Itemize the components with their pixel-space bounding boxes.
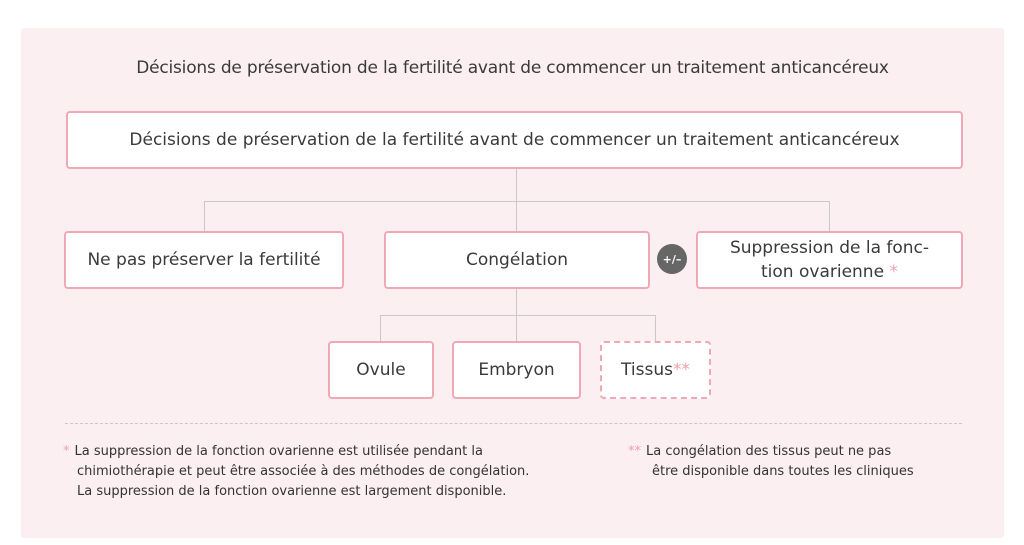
suppression-footnote-mark: *	[889, 262, 898, 282]
footnote-suppression	[63, 442, 603, 502]
footnote-1-mark: *	[63, 444, 70, 459]
node-tissus	[600, 341, 711, 399]
node-freezing-label: Congélation	[466, 250, 568, 270]
footnote-2-line-2: être disponible dans toutes les cliniques	[652, 464, 914, 479]
footnote-2-mark: **	[628, 444, 641, 459]
node-ovarian-suppression	[696, 231, 963, 289]
footnote-divider	[65, 423, 962, 424]
connector-to-freezing	[516, 201, 517, 232]
root-node-label: Décisions de préservation de la fertilité avant de commencer un traitement anticancéreux	[129, 130, 900, 150]
connector-to-embryon	[516, 315, 517, 343]
node-embryon	[452, 341, 581, 399]
node-tissus-label	[621, 358, 690, 382]
footnote-tissus	[628, 442, 978, 482]
plus-minus-badge: +/–	[657, 244, 687, 274]
suppression-line2: tion ovarienne	[761, 262, 885, 282]
connector-to-ovule	[380, 315, 381, 343]
node-freezing	[384, 231, 650, 289]
connector-to-suppression	[829, 201, 830, 232]
connector-to-no-preserve	[204, 201, 205, 232]
suppression-line1: Suppression de la fonc-	[729, 238, 930, 258]
connector-level2-horizontal	[380, 315, 656, 316]
node-ovule	[328, 341, 434, 399]
connector-level1-horizontal	[204, 201, 830, 202]
connector-root-down	[516, 168, 517, 202]
tissus-text: Tissus	[621, 360, 673, 380]
connector-freezing-down	[516, 288, 517, 316]
diagram-title: Décisions de préservation de la fertilité avant de commencer un traitement anticancéreux	[136, 58, 889, 78]
root-node	[66, 111, 963, 169]
node-no-preserve-label: Ne pas préserver la fertilité	[87, 250, 321, 270]
footnote-1-line-3: La suppression de la fonction ovarienne est largement disponible.	[77, 484, 507, 499]
node-ovule-label: Ovule	[356, 360, 406, 380]
tissus-footnote-mark: **	[672, 360, 690, 380]
connector-to-tissus	[655, 315, 656, 343]
node-no-preserve	[64, 231, 344, 289]
footnote-1-line-2: chimiothérapie et peut être associée à des méthodes de congélation.	[77, 464, 530, 479]
node-embryon-label: Embryon	[478, 360, 555, 380]
footnote-1-line-1: La suppression de la fonction ovarienne est utilisée pendant la	[74, 444, 483, 459]
footnote-2-line-1: La congélation des tissus peut ne pas	[646, 444, 892, 459]
node-ovarian-suppression-label	[730, 236, 929, 284]
